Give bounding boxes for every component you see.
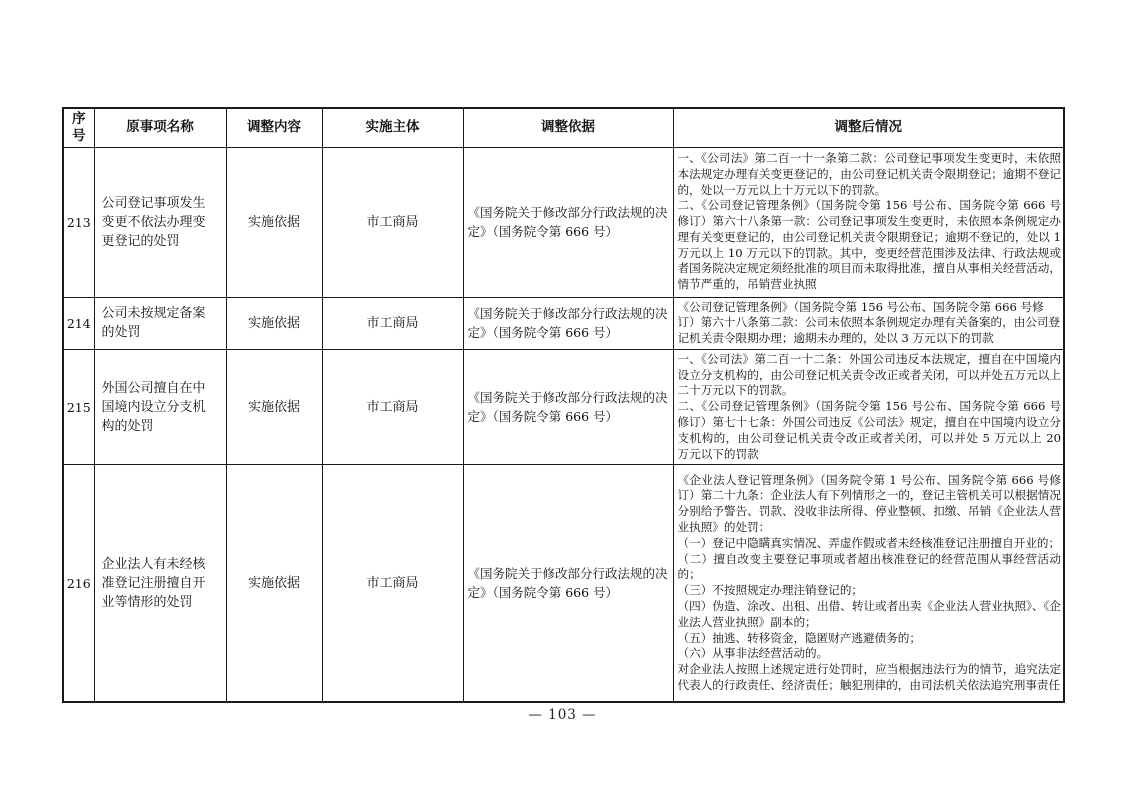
- cell-item-name: 公司登记事项发生变更不依法办理变更登记的处罚: [94, 147, 226, 297]
- page-number: — 103 —: [528, 707, 597, 723]
- cell-adjust-content: 实施依据: [226, 297, 322, 349]
- cell-basis: 《国务院关于修改部分行政法规的决定》（国务院令第 666 号）: [463, 349, 673, 465]
- cell-after-adjustment: 一、《公司法》第二百一十一条第二款：公司登记事项发生变更时，未依照本法规定办理有关变更登记的，由公司登记机关责令限期登记；逾期不登记的，处以一万元以上十万元以下的罚款。 二、《公司登记管理条例》（国务院令第 156 号公布、国务院令第 666 号修订）第六十八条第一款：公司登记事项发生变更时，未依照本条例规定办理有关变更登记的，由公司登记机关责令限期登记；逾期不登记的，处以 1 万元以上 10 万元以下的罚款。其中，变更经营范围涉及法律、行政法规或者国务院决定规定须经批准的项目而未取得批准，擅自从事相关经营活动，情节严重的，吊销营业执照: [673, 147, 1064, 297]
- cell-serial-no: 213: [63, 147, 94, 297]
- col-header-no: 序号: [63, 108, 94, 147]
- cell-subject: 市工商局: [322, 465, 463, 702]
- col-header-original-item-name: 原事项名称: [94, 108, 226, 147]
- cell-item-name: 企业法人有未经核准登记注册擅自开业等情形的处罚: [94, 465, 226, 702]
- cell-basis: 《国务院关于修改部分行政法规的决定》（国务院令第 666 号）: [463, 465, 673, 702]
- table-header-row: [63, 108, 1064, 147]
- cell-adjust-content: 实施依据: [226, 465, 322, 702]
- col-header-after-adjustment: 调整后情况: [673, 108, 1064, 147]
- cell-after-adjustment: 《企业法人登记管理条例》（国务院令第 1 号公布、国务院令第 666 号修订）第二十九条：企业法人有下列情形之一的，登记主管机关可以根据情况分别给予警告、罚款、没收非法所得、停业整顿、扣缴、吊销《企业法人营业执照》的处罚： （一）登记中隐瞒真实情况、弄虚作假或者未经核准登记注册擅自开业的； （二）擅自改变主要登记事项或者超出核准登记的经营范围从事经营活动的； （三）不按照规定办理注销登记的； （四）伪造、涂改、出租、出借、转让或者出卖《企业法人营业执照》、《企业法人营业执照》副本的； （五）抽逃、转移资金，隐匿财产逃避债务的； （六）从事非法经营活动的。 对企业法人按照上述规定进行处罚时，应当根据违法行为的情节，追究法定代表人的行政责任、经济责任；触犯刑律的，由司法机关依法追究刑事责任: [673, 465, 1064, 702]
- cell-serial-no: 216: [63, 465, 94, 702]
- cell-serial-no: 215: [63, 349, 94, 465]
- cell-basis: 《国务院关于修改部分行政法规的决定》（国务院令第 666 号）: [463, 147, 673, 297]
- table-row: [63, 465, 1064, 702]
- table-row: [63, 349, 1064, 465]
- cell-adjust-content: 实施依据: [226, 349, 322, 465]
- col-header-subject: 实施主体: [322, 108, 463, 147]
- cell-serial-no: 214: [63, 297, 94, 349]
- cell-after-adjustment: 《公司登记管理条例》（国务院令第 156 号公布、国务院令第 666 号修订）第六十八条第二款：公司未依照本条例规定办理有关备案的，由公司登记机关责令限期办理；逾期未办理的，处以 3 万元以下的罚款: [673, 297, 1064, 349]
- cell-basis: 《国务院关于修改部分行政法规的决定》（国务院令第 666 号）: [463, 297, 673, 349]
- cell-subject: 市工商局: [322, 297, 463, 349]
- col-header-basis: 调整依据: [463, 108, 673, 147]
- cell-subject: 市工商局: [322, 349, 463, 465]
- cell-item-name: 外国公司擅自在中国境内设立分支机构的处罚: [94, 349, 226, 465]
- cell-item-name: 公司未按规定备案的处罚: [94, 297, 226, 349]
- table-row: [63, 147, 1064, 297]
- cell-after-adjustment: 一、《公司法》第二百一十二条：外国公司违反本法规定，擅自在中国境内设立分支机构的，由公司登记机关责令改正或者关闭，可以并处五万元以上二十万元以下的罚款。 二、《公司登记管理条例》（国务院令第 156 号公布、国务院令第 666 号修订）第七十七条：外国公司违反《公司法》规定，擅自在中国境内设立分支机构的，由公司登记机关责令改正或者关闭，可以并处 5 万元以上 20 万元以下的罚款: [673, 349, 1064, 465]
- adjustment-items-table: [62, 107, 1065, 703]
- col-header-adjust-content: 调整内容: [226, 108, 322, 147]
- table-row: [63, 297, 1064, 349]
- cell-subject: 市工商局: [322, 147, 463, 297]
- cell-adjust-content: 实施依据: [226, 147, 322, 297]
